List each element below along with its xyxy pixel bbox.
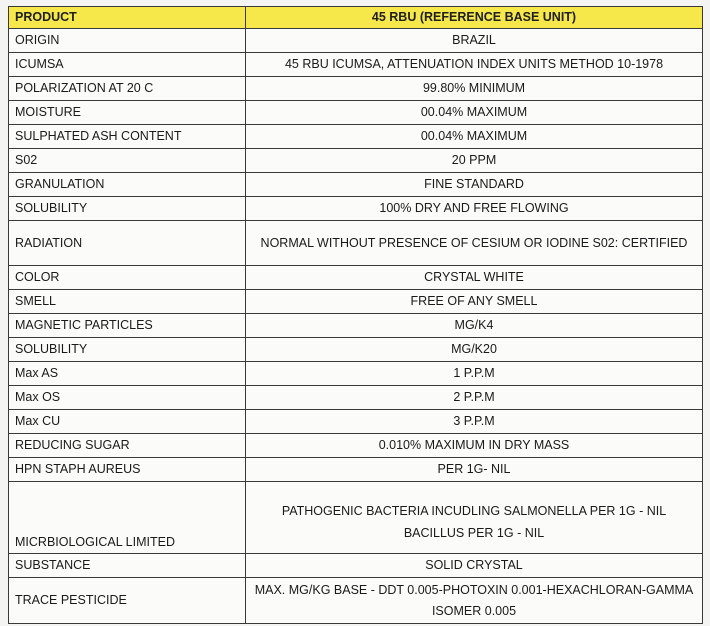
table-row (9, 362, 703, 386)
row-key: SOLUBILITY (9, 338, 246, 362)
row-key: SMELL (9, 290, 246, 314)
table-row (9, 434, 703, 458)
row-key: SUBSTANCE (9, 554, 246, 578)
row-key: ORIGIN (9, 29, 246, 53)
row-value: NORMAL WITHOUT PRESENCE OF CESIUM OR IODINE S02: CERTIFIED (246, 221, 703, 266)
row-key: MAGNETIC PARTICLES (9, 314, 246, 338)
row-key: GRANULATION (9, 173, 246, 197)
table-row (9, 314, 703, 338)
row-value: CRYSTAL WHITE (246, 266, 703, 290)
row-value: 2 P.P.M (246, 386, 703, 410)
table-row (9, 77, 703, 101)
row-key: POLARIZATION AT 20 C (9, 77, 246, 101)
row-key: TRACE PESTICIDE (9, 578, 246, 624)
row-key: S02 (9, 149, 246, 173)
spec-table (8, 6, 703, 624)
table-row (9, 386, 703, 410)
row-key: REDUCING SUGAR (9, 434, 246, 458)
row-key: MICRBIOLOGICAL LIMITED (9, 482, 246, 554)
row-value: MAX. MG/KG BASE - DDT 0.005-PHOTOXIN 0.001-HEXACHLORAN-GAMMA ISOMER 0.005 (246, 578, 703, 624)
row-value: 00.04% MAXIMUM (246, 101, 703, 125)
table-row (9, 458, 703, 482)
table-row (9, 149, 703, 173)
table-row (9, 338, 703, 362)
row-value: PER 1G- NIL (246, 458, 703, 482)
row-key: SOLUBILITY (9, 197, 246, 221)
row-key: HPN STAPH AUREUS (9, 458, 246, 482)
table-row (9, 221, 703, 266)
header-key: PRODUCT (9, 7, 246, 29)
row-key: SULPHATED ASH CONTENT (9, 125, 246, 149)
table-row (9, 266, 703, 290)
row-value: MG/K20 (246, 338, 703, 362)
header-value: 45 RBU (REFERENCE BASE UNIT) (246, 7, 703, 29)
table-row (9, 173, 703, 197)
table-row (9, 410, 703, 434)
row-value: SOLID CRYSTAL (246, 554, 703, 578)
row-key: Max OS (9, 386, 246, 410)
row-value: 45 RBU ICUMSA, ATTENUATION INDEX UNITS METHOD 10-1978 (246, 53, 703, 77)
table-row (9, 290, 703, 314)
row-value: BRAZIL (246, 29, 703, 53)
row-value: 99.80% MINIMUM (246, 77, 703, 101)
row-value: MG/K4 (246, 314, 703, 338)
table-row (9, 29, 703, 53)
row-value: 100% DRY AND FREE FLOWING (246, 197, 703, 221)
row-value: 1 P.P.M (246, 362, 703, 386)
table-header-row (9, 7, 703, 29)
row-key: Max AS (9, 362, 246, 386)
row-value: 3 P.P.M (246, 410, 703, 434)
row-value: FREE OF ANY SMELL (246, 290, 703, 314)
row-value: FINE STANDARD (246, 173, 703, 197)
row-value: 00.04% MAXIMUM (246, 125, 703, 149)
table-row (9, 125, 703, 149)
row-key: ICUMSA (9, 53, 246, 77)
table-row (9, 554, 703, 578)
table-row (9, 578, 703, 624)
row-value: PATHOGENIC BACTERIA INCUDLING SALMONELLA PER 1G - NIL BACILLUS PER 1G - NIL (246, 482, 703, 554)
row-value: 0.010% MAXIMUM IN DRY MASS (246, 434, 703, 458)
table-row (9, 53, 703, 77)
table-row (9, 197, 703, 221)
row-key: COLOR (9, 266, 246, 290)
row-key: Max CU (9, 410, 246, 434)
row-key: MOISTURE (9, 101, 246, 125)
row-key: RADIATION (9, 221, 246, 266)
table-row (9, 101, 703, 125)
table-row (9, 482, 703, 554)
row-value: 20 PPM (246, 149, 703, 173)
